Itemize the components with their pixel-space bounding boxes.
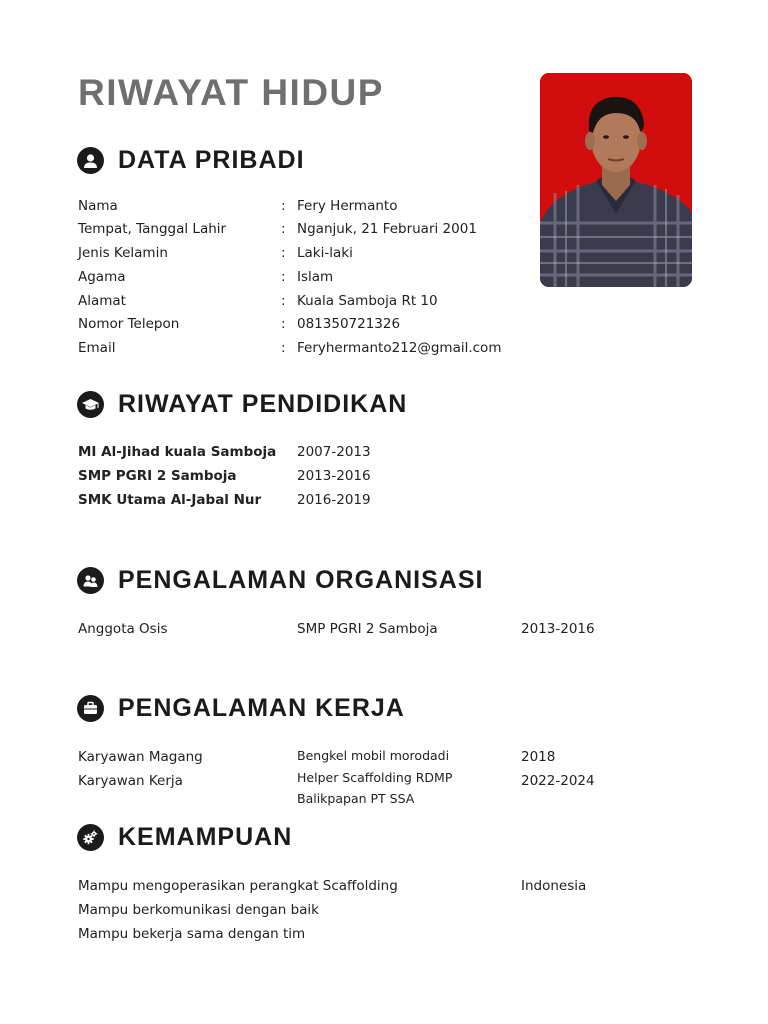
job-years: 2018 [521,749,556,765]
field-separator: : [281,269,286,285]
job-place: Helper Scaffolding RDMP [297,770,453,785]
field-separator: : [281,198,286,214]
section-pengalaman-kerja [77,692,405,724]
gears-icon [77,824,104,851]
field-separator: : [281,221,286,237]
organization-years: 2013-2016 [521,621,595,637]
briefcase-icon [77,695,104,722]
field-label: Jenis Kelamin [78,245,168,261]
field-label: Email [78,340,116,356]
field-separator: : [281,316,286,332]
section-kemampuan [77,821,292,853]
school-name: SMP PGRI 2 Samboja [78,468,237,484]
section-heading: PENGALAMAN ORGANISASI [118,565,484,594]
job-years: 2022-2024 [521,773,595,789]
section-heading: DATA PRIBADI [118,145,305,174]
section-pengalaman-organisasi [77,564,483,596]
field-separator: : [281,340,286,356]
section-riwayat-pendidikan [77,388,407,420]
skill-item: Mampu mengoperasikan perangkat Scaffolding [78,878,398,894]
field-separator: : [281,293,286,309]
job-place: Balikpapan PT SSA [297,791,415,806]
field-separator: : [281,245,286,261]
job-role: Karyawan Magang [78,749,203,765]
field-label: Alamat [78,293,126,309]
section-heading: PENGALAMAN KERJA [118,693,405,722]
group-icon [77,567,104,594]
language-item: Indonesia [521,878,587,894]
school-name: SMK Utama Al-Jabal Nur [78,492,262,508]
school-name: MI Al-Jihad kuala Samboja [78,444,277,460]
field-value: 081350721326 [297,316,401,332]
field-label: Nomor Telepon [78,316,180,332]
field-label: Nama [78,198,118,214]
field-value: Fery Hermanto [297,198,398,214]
section-heading: RIWAYAT PENDIDIKAN [118,389,408,418]
field-value: Islam [297,269,334,285]
email-value: Feryhermanto212@gmail.com [297,340,502,356]
section-heading: KEMAMPUAN [118,822,293,851]
field-value: Kuala Samboja Rt 10 [297,293,438,309]
page-title: RIWAYAT HIDUP [78,72,384,113]
field-value: Laki-laki [297,245,353,261]
school-years: 2013-2016 [297,468,371,484]
section-data-pribadi [77,144,305,176]
field-label: Tempat, Tanggal Lahir [78,221,227,237]
skill-item: Mampu berkomunikasi dengan baik [78,902,319,918]
field-value: Nganjuk, 21 Februari 2001 [297,221,477,237]
job-role: Karyawan Kerja [78,773,183,789]
profile-photo [540,73,692,287]
graduation-cap-icon [77,391,104,418]
person-icon [77,147,104,174]
skill-item: Mampu bekerja sama dengan tim [78,926,306,942]
field-label: Agama [78,269,126,285]
school-years: 2016-2019 [297,492,371,508]
organization-name: SMP PGRI 2 Samboja [297,621,438,637]
organization-role: Anggota Osis [78,621,168,637]
school-years: 2007-2013 [297,444,371,460]
job-place: Bengkel mobil morodadi [297,748,450,763]
